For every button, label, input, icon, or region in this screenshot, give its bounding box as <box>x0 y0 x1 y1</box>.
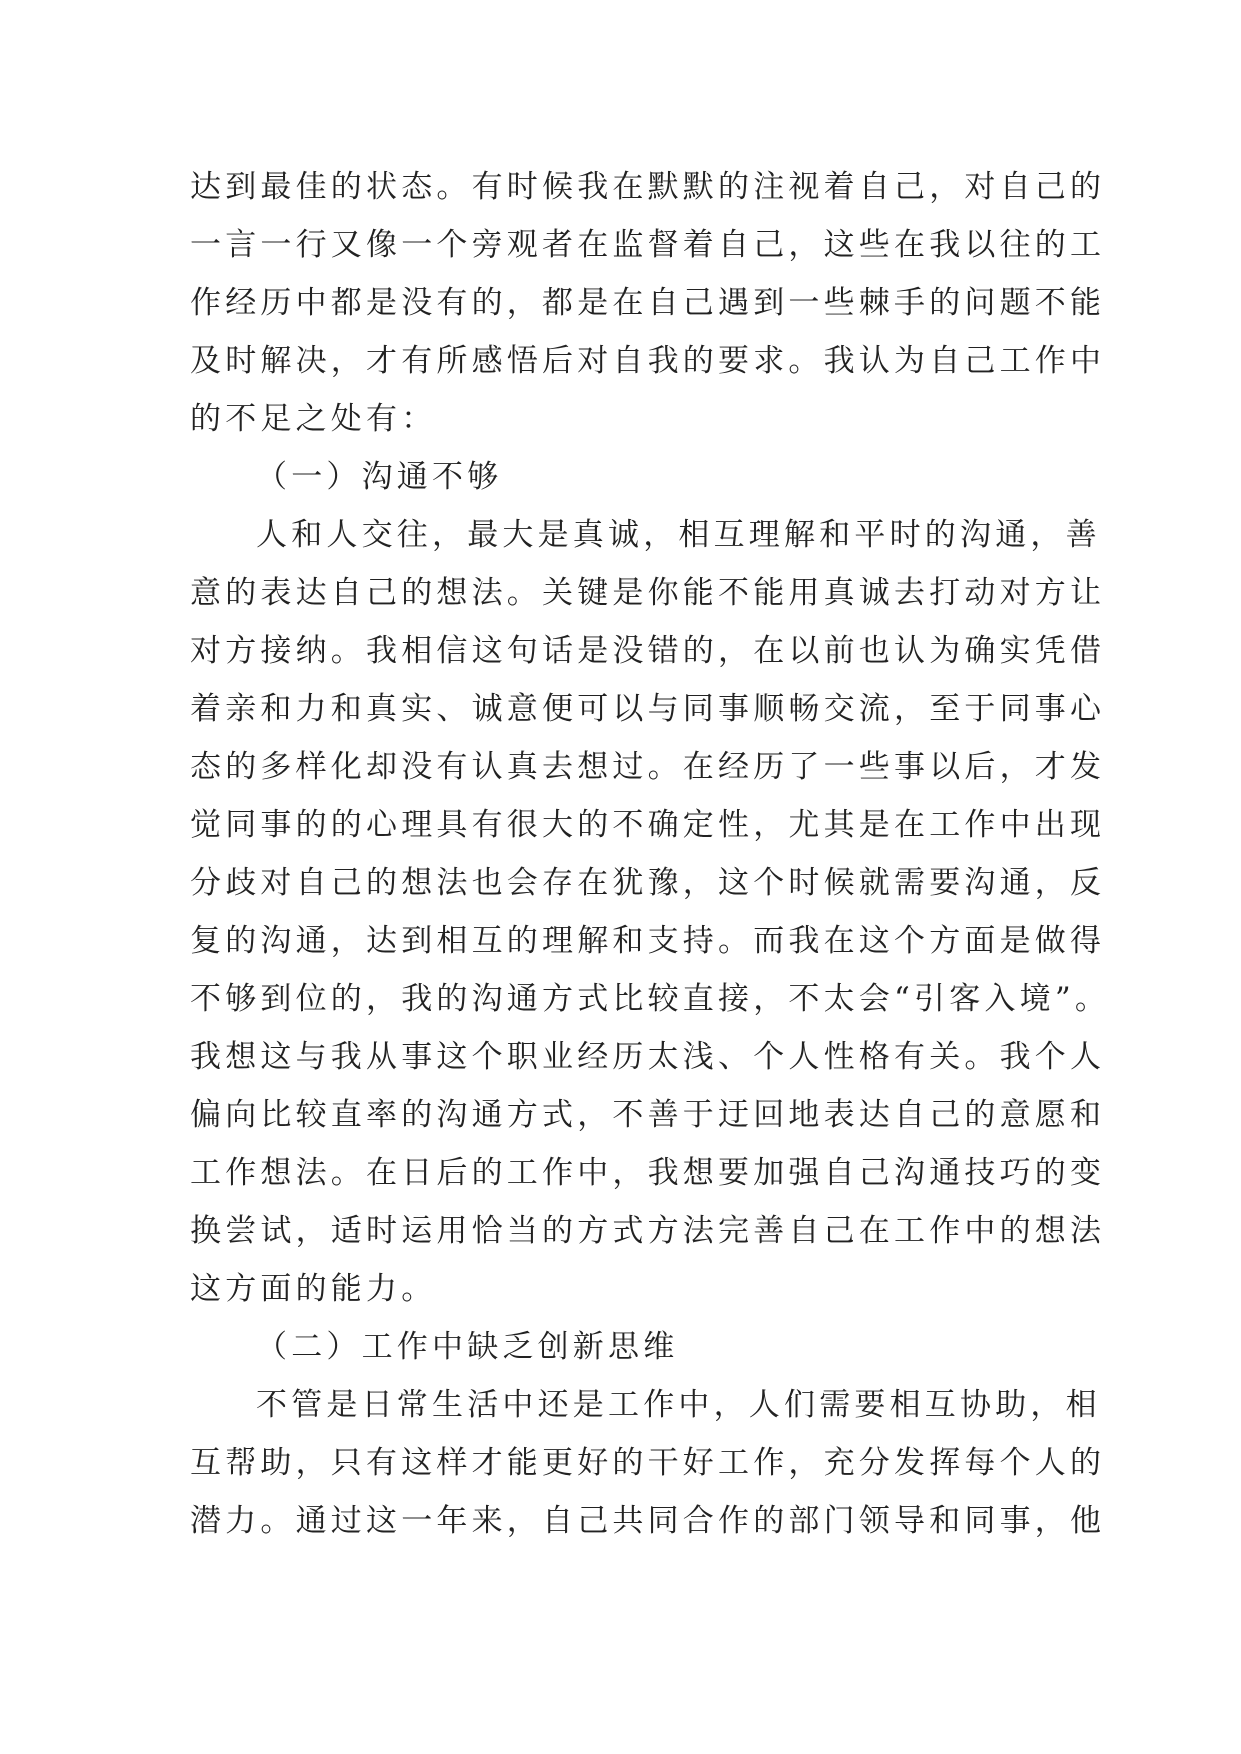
text-line: 的不足之处有： <box>190 401 437 437</box>
text-line: 觉同事的的心理具有很大的不确定性，尤其是在工作中出现 <box>190 807 1106 843</box>
text-line: 互帮助，只有这样才能更好的干好工作，充分发挥每个人的 <box>190 1445 1106 1481</box>
text-line: 工作想法。在日后的工作中，我想要加强自己沟通技巧的变 <box>190 1155 1106 1191</box>
text-line: 及时解决，才有所感悟后对自我的要求。我认为自己工作中 <box>190 343 1106 379</box>
text-line: 不够到位的，我的沟通方式比较直接，不太会“引客入境”。 <box>190 981 1111 1017</box>
text-line: （二）工作中缺乏创新思维 <box>256 1329 679 1365</box>
document-body <box>190 158 1111 1550</box>
text-line: 我想这与我从事这个职业经历太浅、个人性格有关。我个人 <box>190 1039 1106 1075</box>
text-line: 分歧对自己的想法也会存在犹豫，这个时候就需要沟通，反 <box>190 865 1106 901</box>
text-line: 不管是日常生活中还是工作中，人们需要相互协助，相 <box>256 1387 1101 1423</box>
text-line: 态的多样化却没有认真去想过。在经历了一些事以后，才发 <box>190 749 1106 785</box>
text-line: 潜力。通过这一年来，自己共同合作的部门领导和同事，他 <box>190 1503 1106 1539</box>
text-line: 达到最佳的状态。有时候我在默默的注视着自己，对自己的 <box>190 169 1106 205</box>
text-line: 着亲和力和真实、诚意便可以与同事顺畅交流，至于同事心 <box>190 691 1106 727</box>
text-line: 偏向比较直率的沟通方式，不善于迂回地表达自己的意愿和 <box>190 1097 1106 1133</box>
text-line: 复的沟通，达到相互的理解和支持。而我在这个方面是做得 <box>190 923 1106 959</box>
text-line: 一言一行又像一个旁观者在监督着自己，这些在我以往的工 <box>190 227 1106 263</box>
text-line: （一）沟通不够 <box>256 459 503 495</box>
text-line: 人和人交往，最大是真诚，相互理解和平时的沟通，善 <box>256 517 1101 553</box>
text-line: 换尝试，适时运用恰当的方式方法完善自己在工作中的想法 <box>190 1213 1106 1249</box>
text-line: 这方面的能力。 <box>190 1271 437 1307</box>
text-line: 作经历中都是没有的，都是在自己遇到一些棘手的问题不能 <box>190 285 1106 321</box>
text-line: 对方接纳。我相信这句话是没错的，在以前也认为确实凭借 <box>190 633 1106 669</box>
text-line: 意的表达自己的想法。关键是你能不能用真诚去打动对方让 <box>190 575 1106 611</box>
